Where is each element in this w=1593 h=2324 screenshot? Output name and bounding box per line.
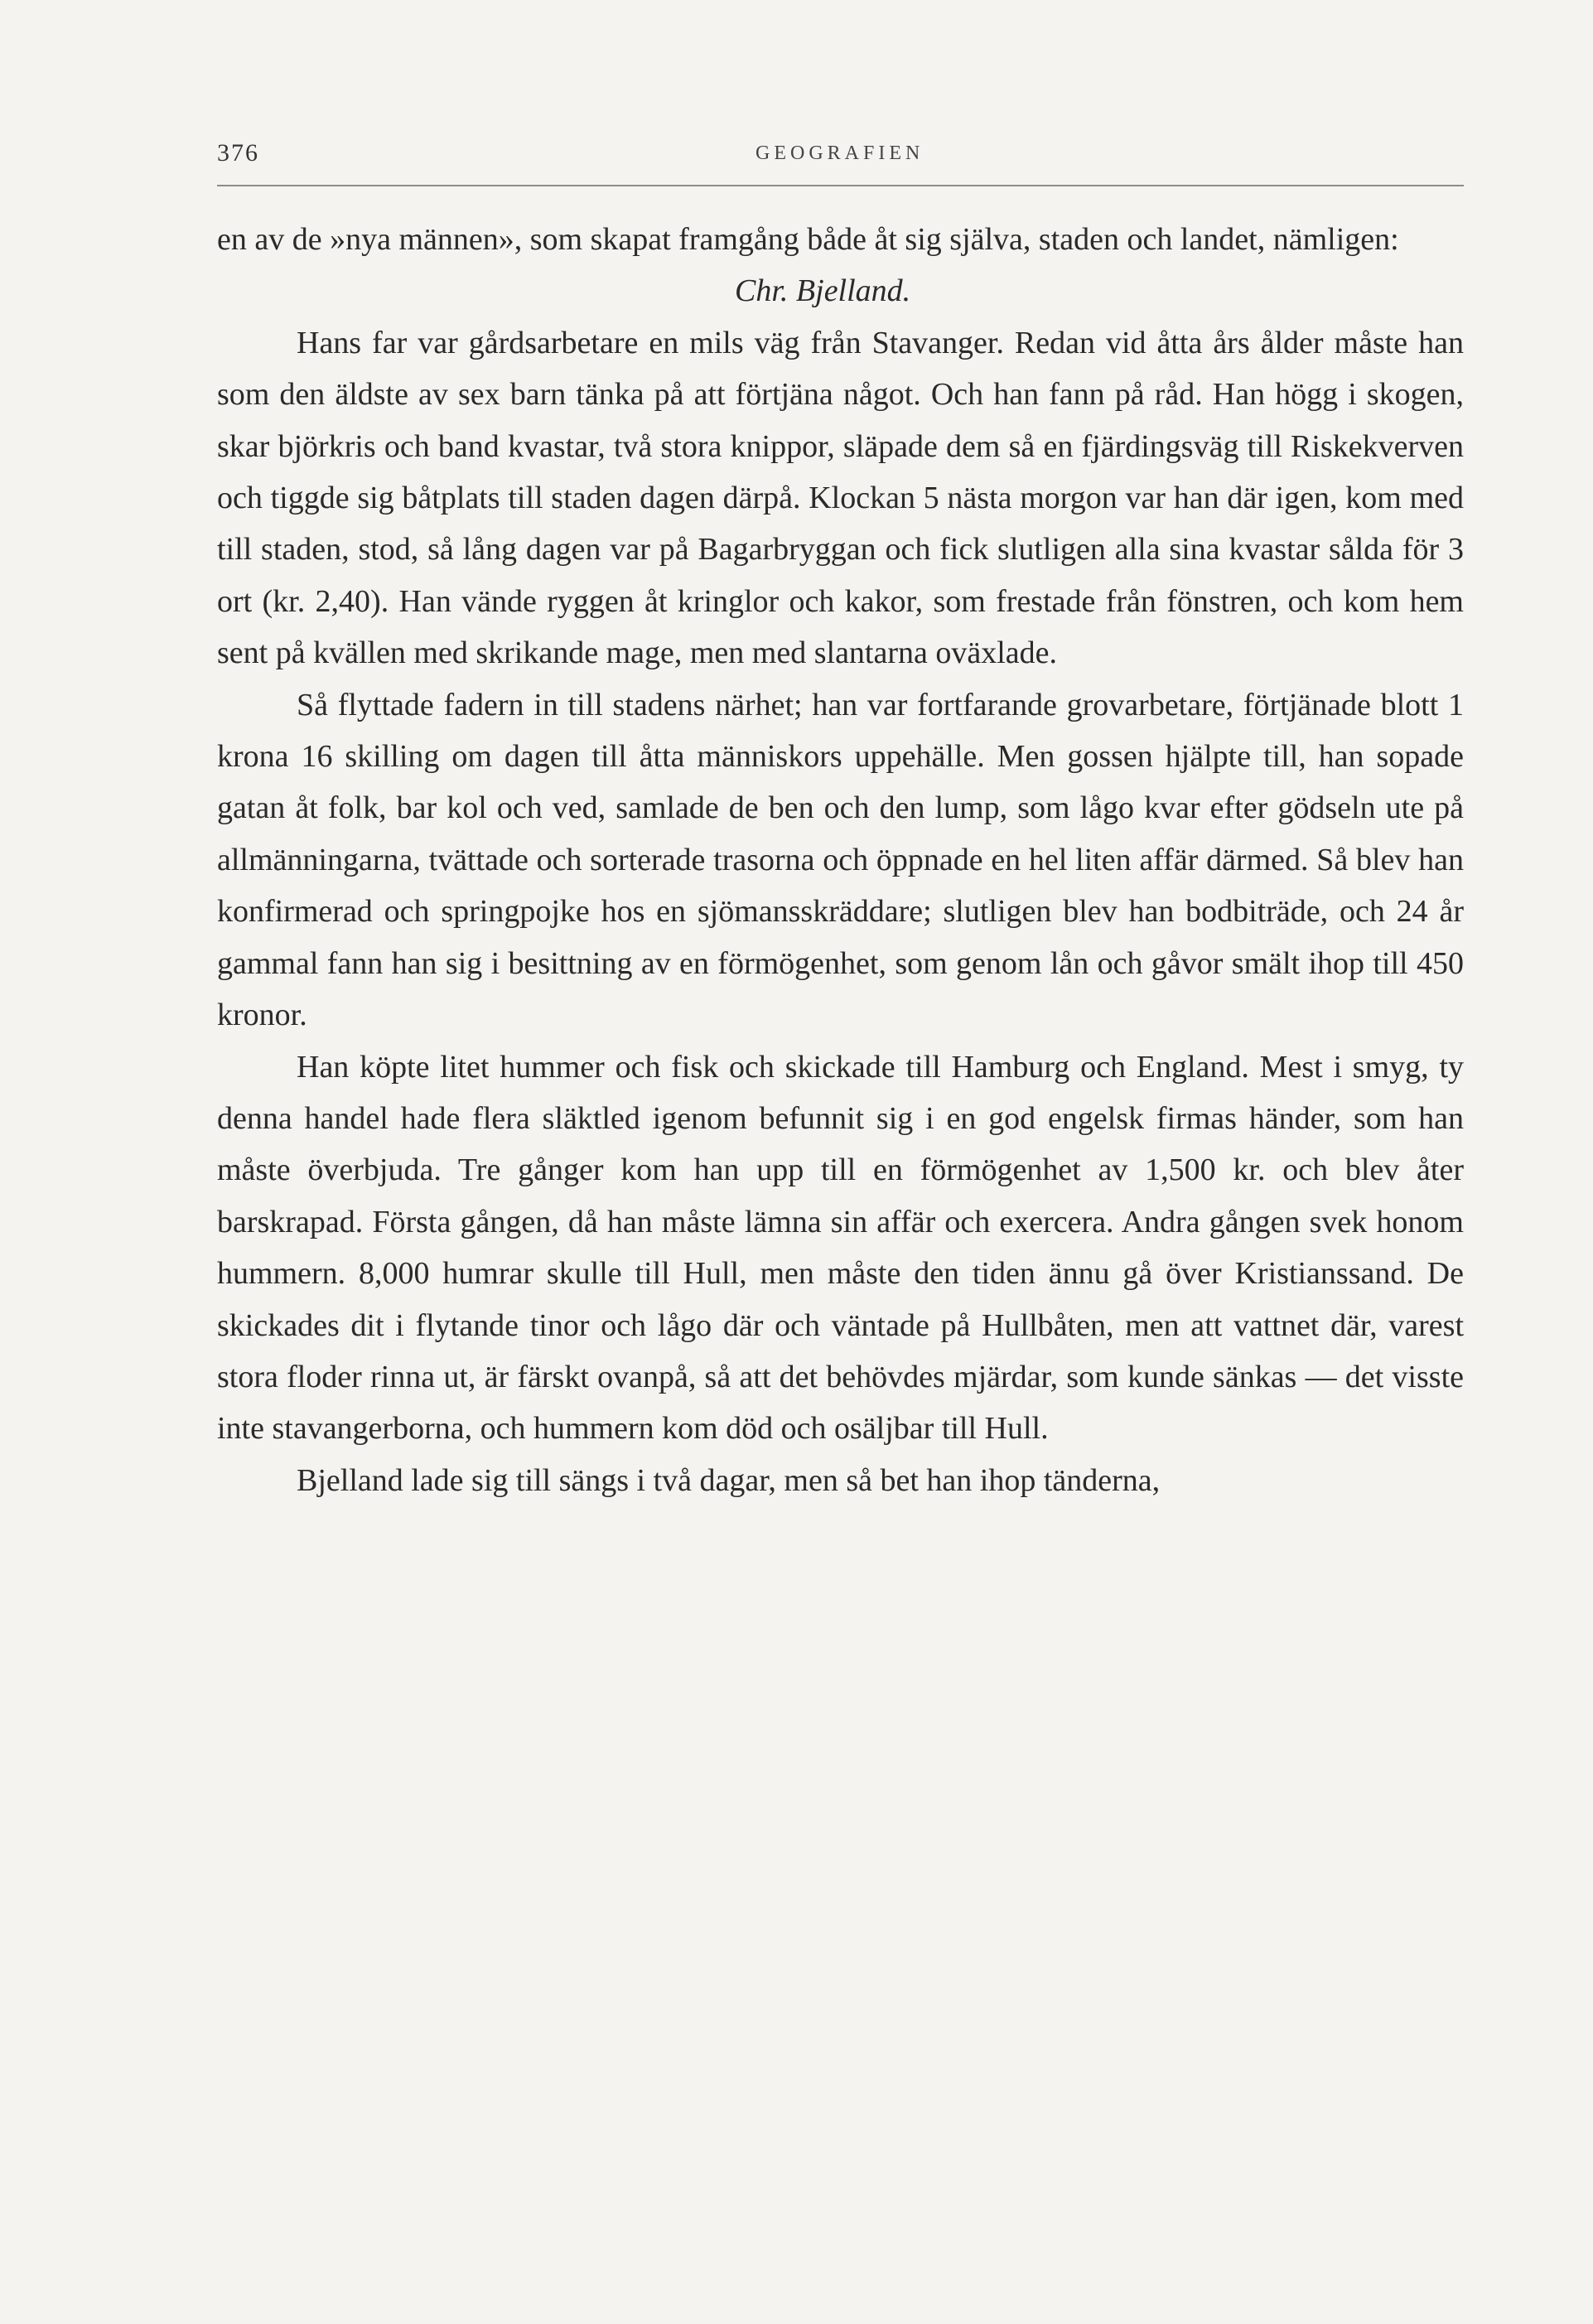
- intro-paragraph: en av de »nya männen», som skapat framgång både åt sig själva, staden och landet, nämligen:: [217, 222, 1399, 257]
- paragraph: Hans far var gårdsarbetare en mils väg från Stavanger. Redan vid åtta års ålder måste han som den äldste av sex barn tänka på att förtjäna något. Och han fann på råd. Han högg i skogen, skar björkris och band kvastar, två stora knippor, släpade dem så en fjärdingsväg till Riskekverven och tiggde sig båtplats till staden dagen därpå. Klockan 5 nästa morgon var han där igen, kom med till staden, stod, så lång dagen var på Bagarbryggan och fick slutligen alla sina kvastar sålda för 3 ort (kr. 2,40). Han vände ryggen åt kringlor och kakor, som frestade från fönstren, och kom hem sent på kvällen med skrikande mage, men med slantarna oväxlade.: [217, 325, 1464, 671]
- paragraph: Han köpte litet hummer och fisk och skickade till Hamburg och England. Mest i smyg, ty denna handel hade flera släktled igenom befunnit sig i en god engelsk firmas händer, som han måste överbjuda. Tre gånger kom han upp till en förmögenhet av 1,500 kr. och blev åter barskrapad. Första gången, då han måste lämna sin affär och exercera. Andra gången svek honom hummern. 8,000 humrar skulle till Hull, men måste den tiden ännu gå över Kristianssand. De skickades dit i flytande tinor och lågo där och väntade på Hullbåten, men att vattnet där, varest stora floder rinna ut, är färskt ovanpå, så att det behövdes mjärdar, som kunde sänkas — det visste inte stavangerborna, och hummern kom död och osäljbar till Hull.: [217, 1049, 1464, 1447]
- header-rule: [217, 185, 1464, 186]
- body-text: [217, 214, 1464, 1506]
- running-head: GEOGRAFIEN: [755, 143, 924, 164]
- paragraph: Så flyttade fadern in till stadens närhet; han var fortfarande grovarbetare, förtjänade blott 1 krona 16 skilling om dagen till åtta människors uppehälle. Men gossen hjälpte till, han sopade gatan åt folk, bar kol och ved, samlade de ben och den lump, som lågo kvar efter gödseln ute på allmänningarna, tvättade och sorterade trasorna och öppnade en hel liten affär därmed. Så blev han konfirmerad och springpojke hos en sjömansskräddare; slutligen blev han bodbiträde, och 24 år gammal fann han sig i besittning av en förmögenhet, som genom lån och gåvor smält ihop till 450 kronor.: [217, 687, 1464, 1033]
- name-heading: Chr. Bjelland.: [735, 273, 911, 309]
- page-number: 376: [217, 139, 259, 167]
- page-header: [217, 124, 1464, 182]
- paragraph: Bjelland lade sig till sängs i två dagar, men så bet han ihop tänderna,: [297, 1462, 1161, 1498]
